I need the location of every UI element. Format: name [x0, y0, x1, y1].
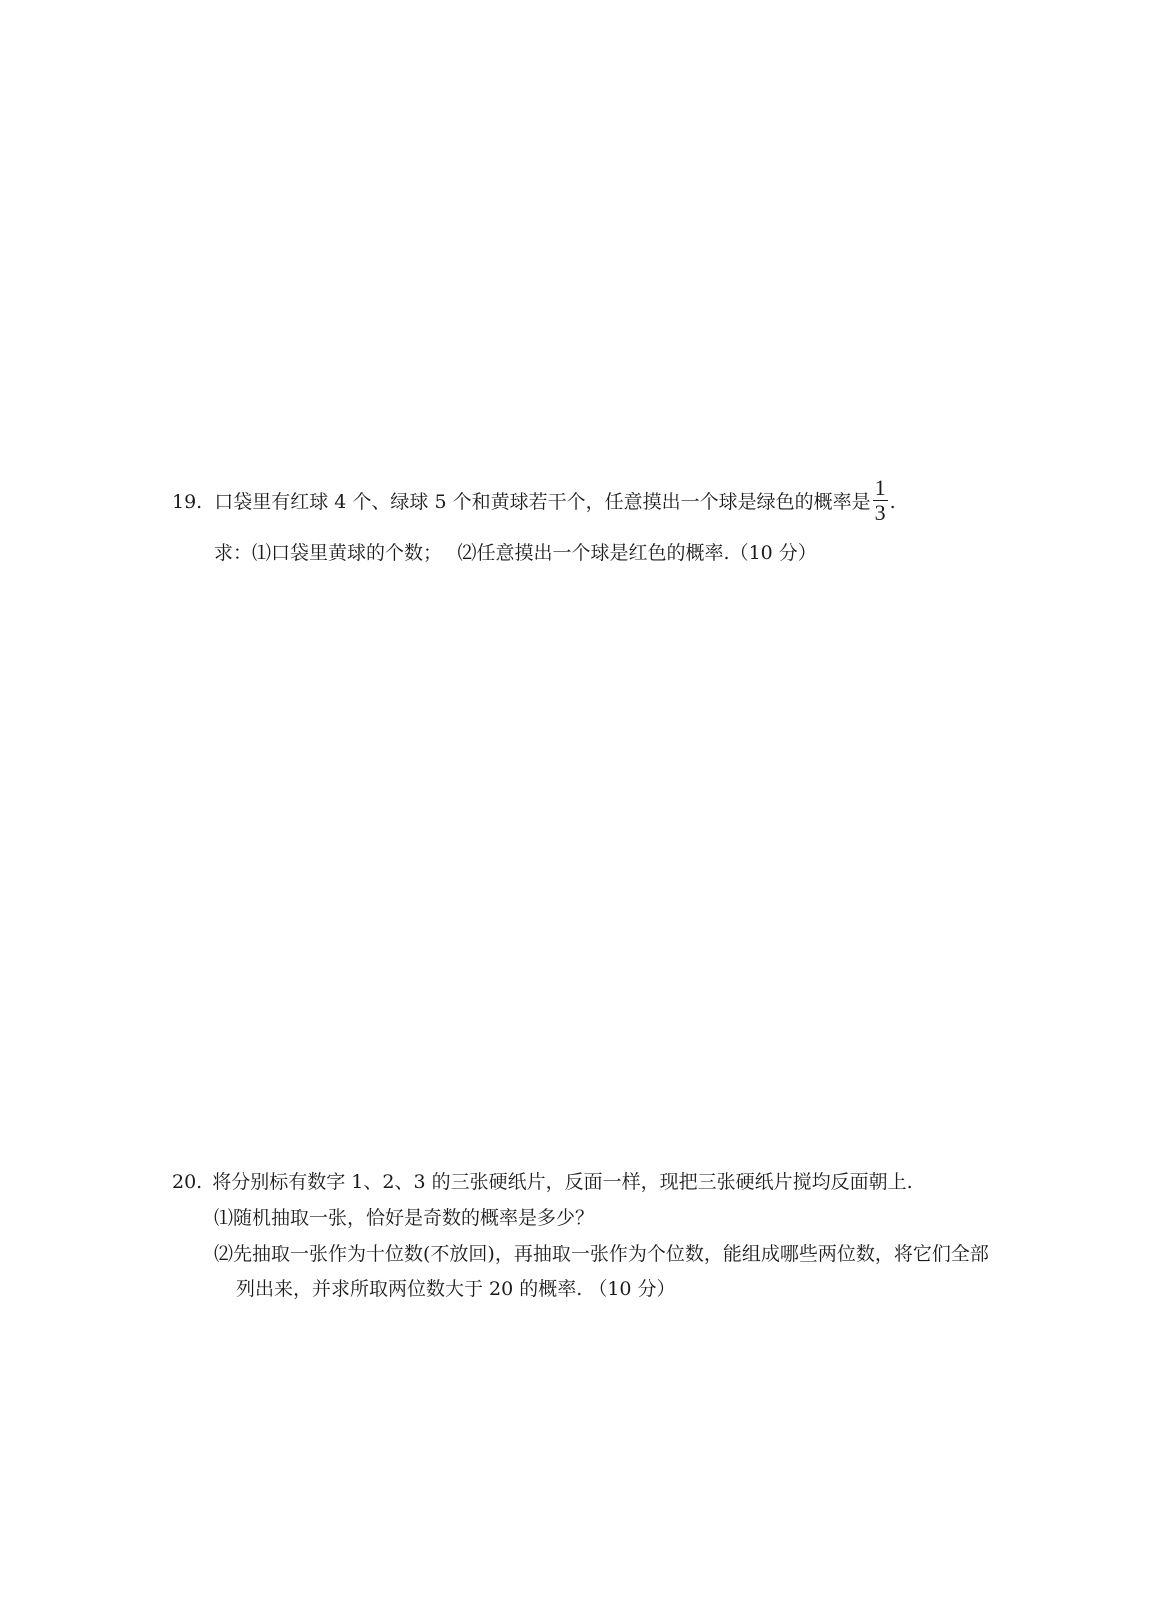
q19-number: 19. — [172, 491, 203, 513]
q19-fraction-numerator: 1 — [874, 474, 886, 500]
q20-part2-line2: 列出来，并求所取两位数大于 20 的概率. （10 分） — [236, 1278, 676, 1300]
q19-text: 口袋里有红球 4 个、绿球 5 个和黄球若干个，任意摸出一个球是绿色的概率是 — [214, 491, 871, 513]
q20-part1: ⑴随机抽取一张，恰好是奇数的概率是多少？ — [214, 1207, 595, 1229]
q20-part2-line1: ⑵先抽取一张作为十位数(不放回)，再抽取一张作为个位数，能组成哪些两位数，将它们全部 — [214, 1243, 989, 1265]
q20-number: 20. — [172, 1171, 203, 1193]
q19-line1 — [172, 474, 896, 530]
q20-line1 — [172, 1170, 913, 1194]
q19-fraction-denominator: 3 — [874, 499, 886, 525]
q19-fraction — [873, 476, 888, 525]
q19-line2: 求：⑴口袋里黄球的个数； ⑵任意摸出一个球是红色的概率.（10 分） — [214, 542, 817, 564]
q20-text: 将分别标有数字 1、2、3 的三张硬纸片，反面一样，现把三张硬纸片搅均反面朝上. — [212, 1171, 913, 1193]
q19-period: . — [889, 491, 896, 513]
